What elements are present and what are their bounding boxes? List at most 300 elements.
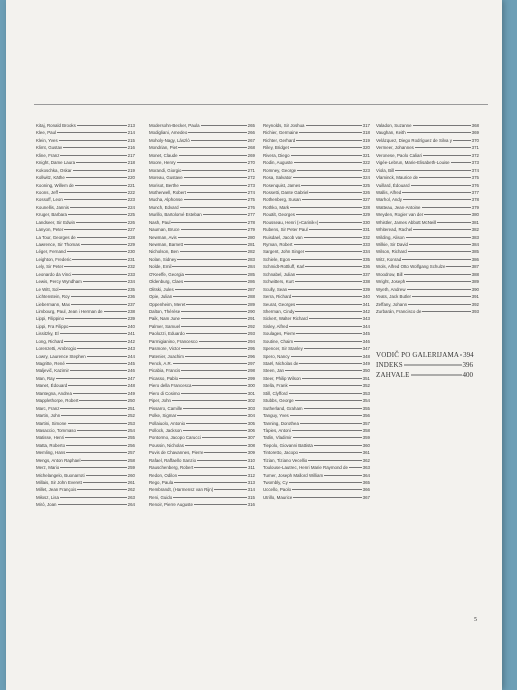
page-ref: 221 (127, 182, 135, 188)
page-ref: 242 (127, 338, 135, 344)
artist-name: Lippi, Fra Filippo (36, 323, 69, 329)
index-entry (149, 472, 255, 479)
index-entry (149, 278, 255, 285)
page-ref: 323 (362, 167, 370, 173)
artist-name: Sutherland, Graham (263, 405, 303, 411)
artist-name: Lowry, Laurence Stephen (36, 353, 86, 359)
index-entry (263, 457, 370, 464)
leader-dots (64, 266, 126, 267)
artist-name: Wyeth, Andrew (376, 286, 406, 292)
artist-name: Martini, Simone (36, 420, 67, 426)
leader-dots (304, 408, 362, 409)
artist-name: Lanyon, Peter (36, 227, 64, 233)
page-ref: 261 (127, 480, 135, 485)
index-entry (36, 219, 135, 226)
page-ref: 347 (362, 346, 370, 352)
leader-dots (184, 177, 247, 178)
page-ref: 362 (362, 457, 370, 463)
page-ref: 359 (362, 435, 370, 441)
page-ref: 302 (247, 398, 255, 404)
page-ref: 378 (471, 197, 479, 203)
page-ref: 231 (127, 256, 135, 262)
leader-dots (304, 348, 362, 349)
index-entry (263, 464, 370, 471)
page-ref: 267 (247, 137, 255, 143)
leader-dots (201, 125, 247, 126)
page-ref: 301 (247, 390, 255, 396)
artist-name: Manet, Édouard (36, 383, 68, 389)
artist-name: Paolozzi, Eduardo (149, 331, 185, 337)
index-entry (36, 315, 135, 322)
index-entry (36, 167, 135, 174)
artist-name: Miłosz, Lisa (36, 494, 59, 500)
index-entry (376, 271, 479, 278)
artist-name: Rossetti, Dante Gabriel (263, 189, 309, 195)
artist-name: Kruger, Barbara (36, 212, 67, 218)
page-ref: 247 (127, 375, 135, 381)
index-entry (263, 382, 370, 389)
artist-name: Riley, Bridget (263, 145, 289, 151)
artist-name: Witz, Konrad (376, 256, 402, 262)
page-ref: 322 (362, 160, 370, 166)
artist-name: Renoir, Pierre Auguste (149, 502, 193, 508)
toc-entry (376, 360, 473, 370)
artist-name: Puvis de Chavannes, Pierre (149, 450, 204, 456)
index-entry (149, 144, 255, 151)
artist-name: Magritte, René (36, 361, 65, 366)
index-entry (36, 420, 135, 427)
page-ref: 324 (362, 175, 370, 181)
index-entry (376, 129, 479, 136)
leader-dots (172, 266, 246, 267)
leader-dots (406, 281, 470, 282)
leader-dots (187, 192, 247, 193)
artist-name: Velázquez, Diego Rodríguez de Silva y (376, 137, 452, 143)
leader-dots (173, 497, 246, 498)
leader-dots (285, 370, 362, 371)
leader-dots (87, 356, 127, 357)
page-ref: 235 (127, 286, 135, 292)
page-ref: 319 (362, 137, 370, 143)
leader-dots (180, 185, 247, 186)
page-ref: 259 (127, 465, 135, 471)
index-entry (263, 479, 370, 486)
page-ref: 224 (127, 204, 135, 210)
artist-name: Reynolds, Sir Joshua (263, 123, 305, 128)
index-entry (149, 129, 255, 136)
artist-name: Lippi, Filippino (36, 316, 65, 322)
leader-dots (415, 147, 471, 148)
artist-name: Scully, Sean (263, 286, 288, 292)
artist-name: Mucha, Alphonse (149, 197, 183, 203)
page-ref: 287 (247, 286, 255, 292)
index-entry (149, 353, 255, 360)
artist-name: Mantegna, Andrea (36, 390, 72, 396)
index-entry (263, 219, 370, 226)
leader-dots (409, 244, 471, 245)
index-entry (376, 211, 479, 218)
leader-dots (72, 274, 126, 275)
leader-dots (178, 147, 246, 148)
index-column-3 (263, 122, 370, 501)
index-entry (36, 263, 135, 270)
artist-name: Rafael, Raffaello Sanzio (149, 457, 197, 463)
artist-name: Whistler, James Abbott McNeill (376, 219, 437, 225)
page-ref: 349 (362, 361, 370, 366)
artist-name: Vaughan, Keith (376, 130, 406, 136)
leader-dots (70, 207, 127, 208)
page-ref: 387 (471, 264, 479, 270)
artist-name: Mapplethorpe, Robert (36, 398, 79, 404)
index-entry (36, 129, 135, 136)
index-entry (149, 427, 255, 434)
index-entry (263, 338, 370, 345)
artist-name: Zurbarán, Francisco de (376, 308, 422, 314)
page-ref: 336 (362, 264, 370, 270)
artist-name: Koons, Jeff (36, 189, 58, 195)
artist-name: Tanning, Dorothea (263, 420, 299, 426)
leader-dots (177, 259, 246, 260)
artist-name: Nicholson, Ben (149, 249, 179, 255)
index-entry (376, 159, 479, 166)
leader-dots (295, 281, 362, 282)
page-ref: 364 (362, 472, 370, 478)
artist-name: Woodrow, Bill (376, 271, 403, 277)
page-ref: 233 (127, 271, 135, 277)
artist-name: Parmigianino, Francesco (149, 338, 198, 344)
index-entry (263, 412, 370, 419)
index-entry (263, 449, 370, 456)
page-ref: 283 (247, 256, 255, 262)
page-ref: 299 (247, 375, 255, 381)
index-entry (36, 241, 135, 248)
artist-name: Marc, Franz (36, 405, 60, 411)
page-ref: 318 (362, 130, 370, 136)
artist-name: Wilding, Alison (376, 234, 405, 240)
page-ref: 379 (471, 204, 479, 210)
leader-dots (77, 430, 127, 431)
page-ref: 291 (247, 316, 255, 322)
index-entry (149, 449, 255, 456)
page-ref: 367 (362, 494, 370, 500)
artist-name: Uccello, Paolo (263, 487, 292, 493)
index-entry (149, 338, 255, 345)
leader-dots (451, 162, 471, 163)
page-ref: 372 (471, 152, 479, 158)
artist-name: Richter, Gerhard (263, 137, 296, 143)
page-ref: 228 (127, 234, 135, 240)
leader-dots (202, 437, 247, 438)
page-ref: 290 (247, 308, 255, 314)
leader-dots (86, 475, 127, 476)
index-entry (149, 167, 255, 174)
page-ref: 285 (247, 271, 255, 277)
page-ref: 271 (247, 167, 255, 173)
page-ref: 230 (127, 249, 135, 255)
page-ref: 272 (247, 175, 255, 181)
page-ref: 377 (471, 189, 479, 195)
leader-dots (295, 311, 361, 312)
artist-name: Warhol, Andy (376, 197, 402, 203)
leader-dots (173, 363, 247, 364)
index-entry (263, 122, 370, 129)
leader-dots (172, 400, 247, 401)
leader-dots (290, 207, 362, 208)
index-entry (263, 189, 370, 196)
leader-dots (57, 132, 127, 133)
artist-name: Martin, John (36, 413, 61, 419)
index-entry (36, 412, 135, 419)
index-entry (263, 315, 370, 322)
index-entry (263, 375, 370, 382)
leader-dots (453, 140, 471, 141)
leader-dots (291, 259, 362, 260)
page-ref: 392 (471, 301, 479, 307)
leader-dots (291, 356, 362, 357)
leader-dots (77, 348, 126, 349)
index-entry (36, 353, 135, 360)
artist-name: Matta, Roberto (36, 442, 66, 448)
index-entry (36, 472, 135, 479)
page-ref: 265 (247, 123, 255, 128)
page-ref: 251 (127, 405, 135, 411)
page-ref: 375 (471, 175, 479, 181)
leader-dots (173, 296, 246, 297)
page-ref: 296 (247, 353, 255, 359)
leader-dots (179, 378, 247, 379)
leader-dots (61, 415, 127, 416)
leader-dots (302, 378, 362, 379)
leader-dots (181, 370, 246, 371)
index-entry (36, 189, 135, 196)
leader-dots (177, 415, 246, 416)
page-ref: 356 (362, 413, 370, 419)
index-entry (149, 263, 255, 270)
leader-dots (314, 445, 362, 446)
index-entry (149, 330, 255, 337)
artist-name: Piero di Cosimo (149, 390, 180, 396)
page-ref: 307 (247, 435, 255, 441)
page-ref: 314 (247, 487, 255, 493)
page-ref: 300 (247, 383, 255, 389)
leader-dots (194, 467, 247, 468)
index-entry (36, 144, 135, 151)
index-entry (36, 286, 135, 293)
page-ref: 325 (362, 182, 370, 188)
index-entry (149, 501, 255, 508)
index-entry (149, 234, 255, 241)
index-entry (36, 397, 135, 404)
index-entry (376, 122, 479, 129)
artist-name: La Tour, Georges de (36, 234, 76, 240)
artist-name: Whiteread, Rachel (376, 227, 413, 233)
leader-dots (203, 214, 247, 215)
artist-name: Rembrandt, (Harmensz van Rijn) (149, 487, 214, 493)
leader-dots (77, 489, 126, 490)
leader-dots (446, 266, 470, 267)
page-ref: 289 (247, 301, 255, 307)
page-ref: 385 (471, 249, 479, 255)
artist-name: Sisley, Alfred (263, 323, 289, 329)
artist-name: Wilkie, Sir David (376, 242, 408, 247)
leader-dots (64, 199, 127, 200)
artist-name: Picasso, Pablo (149, 375, 179, 381)
page-ref: 327 (362, 197, 370, 203)
leader-dots (60, 497, 127, 498)
leader-dots (83, 482, 127, 483)
page-ref: 388 (471, 271, 479, 277)
artist-name: Reni, Guido (149, 494, 173, 500)
artist-name: Landseer, Sir Edwin (36, 219, 76, 225)
page-ref: 268 (247, 145, 255, 151)
leader-dots (69, 326, 126, 327)
artist-name: Liebermann, Max (36, 301, 70, 307)
index-entry (376, 219, 479, 226)
leader-dots (63, 147, 127, 148)
artist-name: Seurat, Georges (263, 301, 296, 307)
page-ref: 239 (127, 316, 135, 322)
artist-name: Rodin, Auguste (263, 160, 293, 166)
index-entry (263, 144, 370, 151)
index-entry (263, 353, 370, 360)
index-entry (36, 137, 135, 144)
artist-name: Soulages, Pierre (263, 331, 296, 337)
leader-dots (104, 311, 127, 312)
index-entry (36, 122, 135, 129)
leader-dots (77, 125, 127, 126)
leader-dots (185, 445, 247, 446)
leader-dots (349, 467, 362, 468)
artist-name: Rothenberg, Susan (263, 197, 301, 203)
index-entry (263, 159, 370, 166)
artist-name: Pollock, Jackson (149, 427, 182, 433)
page-ref: 215 (127, 137, 135, 143)
leader-dots (299, 452, 362, 453)
leader-dots (289, 393, 362, 394)
artist-name: Richier, Germaine (263, 130, 299, 136)
page-ref: 303 (247, 405, 255, 411)
artist-name: Ruisdael, Jacob van (263, 234, 303, 240)
leader-dots (305, 251, 361, 252)
leader-dots (181, 393, 247, 394)
index-entry (149, 122, 255, 129)
artist-name: Munch, Edvard (149, 204, 179, 210)
artist-name: Nolde, Emil (149, 264, 172, 270)
artist-name: Motherwell, Robert (149, 189, 186, 195)
leader-dots (194, 504, 247, 505)
leader-dots (60, 333, 127, 334)
page-ref: 368 (471, 123, 479, 128)
leader-dots (309, 229, 362, 230)
page-ref: 330 (362, 219, 370, 225)
page-ref: 366 (362, 487, 370, 493)
leader-dots (68, 385, 126, 386)
page-ref: 391 (471, 294, 479, 300)
page-ref: 320 (362, 145, 370, 151)
leader-dots (408, 251, 471, 252)
index-entry (376, 204, 479, 211)
leader-dots (191, 140, 247, 141)
index-entry (149, 271, 255, 278)
page-ref: 345 (362, 331, 370, 337)
page-ref: 297 (247, 361, 255, 366)
index-entry (36, 367, 135, 374)
leader-dots (293, 497, 361, 498)
artist-name: Rivera, Diego (263, 152, 290, 158)
leader-dots (174, 482, 247, 483)
index-entry (263, 278, 370, 285)
toc-page: 400 (462, 371, 473, 379)
leader-dots (289, 385, 362, 386)
page-ref: 343 (362, 316, 370, 322)
artist-name: Rousseau, Henri (»Carinik«) (263, 219, 319, 225)
leader-dots (296, 333, 361, 334)
index-entry (36, 248, 135, 255)
leader-dots (68, 423, 127, 424)
page-ref: 351 (362, 375, 370, 381)
leader-dots (60, 467, 126, 468)
index-entry (149, 315, 255, 322)
page-ref: 370 (471, 137, 479, 143)
artist-name: Moreau, Gustave (149, 175, 183, 181)
page-ref: 331 (362, 227, 370, 233)
leader-dots (178, 237, 247, 238)
page-ref: 263 (127, 494, 135, 500)
page-ref: 339 (362, 286, 370, 292)
artist-name: Miró, Joan (36, 502, 57, 508)
page-ref: 226 (127, 219, 135, 225)
index-entry (149, 211, 255, 218)
leader-dots (70, 370, 127, 371)
artist-name: Stella, Frank (263, 383, 288, 389)
artist-name: Olitski, Jules (149, 286, 174, 292)
page-ref: 358 (362, 427, 370, 433)
page-ref: 245 (127, 361, 135, 366)
index-entry (263, 494, 370, 501)
leader-dots (181, 348, 247, 349)
index-entry (263, 241, 370, 248)
page-ref: 252 (127, 413, 135, 419)
toc-label: INDEKS (376, 361, 403, 369)
leader-dots (66, 363, 127, 364)
artist-name: Weyden, Rogier van der (376, 212, 424, 218)
index-entry (376, 293, 479, 300)
leader-dots (59, 192, 127, 193)
artist-name: Kollwitz, Käthe (36, 175, 65, 181)
artist-name: Morisot, Berthe (149, 182, 179, 188)
index-entry (263, 308, 370, 315)
artist-name: Pissarro, Camille (149, 405, 183, 411)
page-ref: 218 (127, 160, 135, 166)
index-entry (263, 397, 370, 404)
artist-name: Tatlin, Vladimir (263, 435, 292, 441)
index-entry (376, 301, 479, 308)
page-ref: 225 (127, 212, 135, 218)
toc-entry (376, 370, 473, 380)
page-ref: 266 (247, 130, 255, 136)
leader-dots (296, 140, 361, 141)
toc-label: VODIČ PO GALERIJAMA (376, 351, 460, 359)
artist-name: Schwitters, Kurt (263, 279, 294, 285)
page-ref: 216 (127, 145, 135, 151)
artist-name: Still, Clyfford (263, 390, 288, 396)
leader-dots (60, 408, 126, 409)
page-ref: 371 (471, 145, 479, 151)
page-ref: 236 (127, 294, 135, 300)
index-entry (149, 174, 255, 181)
leader-dots (71, 304, 127, 305)
leader-dots (183, 408, 246, 409)
